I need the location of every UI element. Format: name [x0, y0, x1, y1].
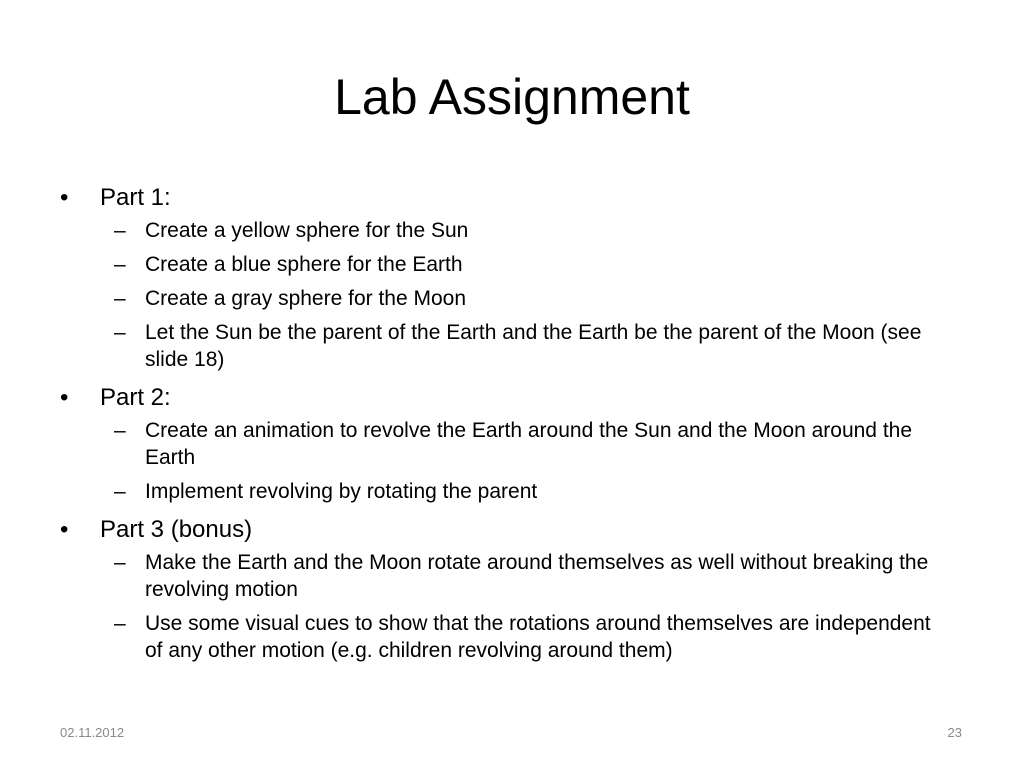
bullet-icon: • [60, 516, 69, 543]
bullet-part-3 [58, 512, 958, 664]
dash-icon: – [114, 287, 126, 310]
sub-bullet [100, 251, 940, 278]
sub-bullet [100, 417, 940, 471]
slide-body [58, 180, 958, 671]
footer-date: 02.11.2012 [60, 725, 125, 740]
sub-bullet-text: Implement revolving by rotating the parent [145, 480, 538, 503]
bullet-label: Part 1: [100, 184, 171, 211]
dash-icon: – [114, 612, 126, 635]
slide-number: 23 [947, 725, 962, 740]
bullet-label: Part 3 (bonus) [100, 516, 253, 543]
sub-bullet [100, 478, 940, 505]
sub-list [100, 417, 958, 505]
bullet-label: Part 2: [100, 384, 171, 411]
slide-title: Lab Assignment [334, 69, 690, 125]
sub-bullet-text: Create a gray sphere for the Moon [145, 287, 467, 310]
dash-icon: – [114, 253, 126, 276]
bullet-icon: • [60, 384, 69, 411]
sub-bullet-text: Create an animation to revolve the Earth around the Sun and the Moon around the Earth [145, 419, 913, 469]
dash-icon: – [114, 219, 126, 242]
dash-icon: – [114, 321, 126, 344]
sub-bullet [100, 549, 940, 603]
sub-bullet-text: Let the Sun be the parent of the Earth and the Earth be the parent of the Moon (see slide 18) [145, 321, 922, 371]
bullet-icon: • [60, 184, 69, 211]
dash-icon: – [114, 419, 126, 442]
dash-icon: – [114, 480, 126, 503]
bullet-part-1 [58, 180, 958, 373]
sub-list [100, 217, 958, 373]
sub-bullet-text: Make the Earth and the Moon rotate around themselves as well without breaking the revolving motion [145, 551, 929, 601]
sub-bullet [100, 285, 940, 312]
bullet-part-2 [58, 380, 958, 505]
sub-bullet-text: Create a blue sphere for the Earth [145, 253, 463, 276]
sub-bullet [100, 217, 940, 244]
sub-bullet [100, 610, 940, 664]
sub-bullet-text: Create a yellow sphere for the Sun [145, 219, 469, 242]
sub-list [100, 549, 958, 664]
sub-bullet [100, 319, 940, 373]
dash-icon: – [114, 551, 126, 574]
sub-bullet-text: Use some visual cues to show that the rotations around themselves are independent of any other motion (e.g. children revolving around them) [145, 612, 931, 662]
